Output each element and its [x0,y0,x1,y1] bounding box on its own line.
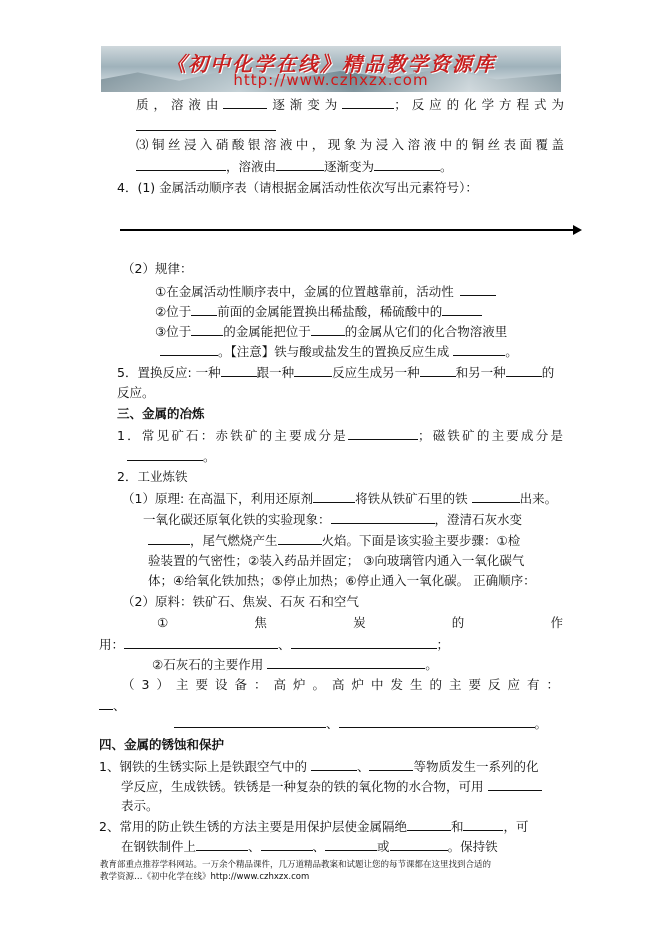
text-line [148,573,536,589]
fill-blank[interactable] [191,323,223,336]
text: ，溶液由 [226,159,277,174]
text: 火焰。下面是该实验主要步骤：①检 [321,533,521,548]
text-line [148,532,520,549]
text: （2）规律： [122,261,193,276]
fill-blank[interactable] [148,532,190,545]
fill-blank[interactable] [276,158,324,171]
fill-blank[interactable] [369,758,413,771]
text: （2）原料：铁矿石、焦炭、石灰 石和空气 [122,594,359,609]
text-line [136,118,276,135]
text-line [155,283,496,300]
text-line [99,697,126,714]
text-line [122,261,192,277]
text-line [117,385,155,401]
fill-blank[interactable] [191,303,217,316]
text-line [136,96,564,113]
fill-blank[interactable] [420,364,456,377]
text: ，澄清石灰水变 [434,512,523,527]
fill-blank[interactable] [278,532,322,545]
text: ②位于 [155,304,192,319]
text: 5．置换反应: 一种 [117,365,221,380]
text: 、 [326,716,339,731]
text-line [99,758,539,775]
text-line [148,553,524,569]
text: 或 [377,839,390,854]
text-line [136,158,453,175]
section-heading [117,406,205,422]
text: 、 [312,839,326,854]
text: 4．(1) 金属活动顺序表（请根据金属活动性依次写出元素符号）： [117,180,478,195]
text: ②石灰石的主要作用 [152,657,264,672]
text-line [117,427,563,444]
text: 学反应，生成铁锈。铁锈是一种复杂的铁的氧化物的水合物，可用 [121,779,484,794]
fill-blank[interactable] [313,490,355,503]
text: 用： [99,637,125,652]
text: ；磁铁矿的主要成分是 [417,428,563,443]
fill-blank[interactable] [374,158,440,171]
fill-blank[interactable] [136,118,276,131]
text: 1．常见矿石：赤铁矿的主要成分是 [117,428,348,443]
fill-blank[interactable] [339,715,535,728]
text: 。 [505,344,518,359]
fill-blank[interactable] [460,283,496,296]
text-line [122,677,559,693]
text-line [122,594,359,610]
text: 2．工业炼铁 [117,469,188,484]
fill-blank[interactable] [348,427,418,440]
text: 、 [356,759,370,774]
text: 将铁从铁矿石里的铁 [355,491,468,506]
arrow-head-icon [573,225,582,235]
text-line [157,615,563,631]
text: ；反应的化学方程式为 [394,97,564,112]
text: ； [436,637,450,652]
text: 2、常用的防止铁生锈的方法主要是用保护层使金属隔绝 [99,819,407,834]
text-line [117,180,478,196]
text: 和另一种 [455,365,506,380]
fill-blank[interactable] [442,303,482,316]
text: 的金属从它们的化合物溶液里 [344,324,508,339]
fill-blank[interactable] [463,818,503,831]
text: 等物质发生一系列的化 [413,759,539,774]
text: 。 [203,449,216,464]
text: 验装置的气密性；②装入药品并固定； ③向玻璃管内通入一氧化碳气 [148,553,525,568]
text: 的 [541,365,555,380]
banner-url[interactable]: http://www.czhxzx.com [233,71,429,89]
fill-blank[interactable] [261,838,313,851]
section-heading [99,737,224,753]
text: 和 [450,819,464,834]
text-line [99,818,529,835]
text: 。【注意】铁与酸或盐发生的置换反应生成 [218,344,450,359]
fill-blank[interactable] [124,636,278,649]
text: 。 [425,657,438,672]
text: ，可 [503,819,529,834]
fill-blank[interactable] [390,838,448,851]
text: 表示。 [121,798,159,813]
footer-line: 教育部重点推荐学科网站。一万余个精品课件，几万道精品教案和试题让您的每节课都在这里找到合适的 [100,860,492,870]
fill-blank[interactable] [331,511,435,524]
text: 、 [248,839,261,854]
fill-blank[interactable] [127,448,203,461]
text-line [152,656,438,673]
fill-blank[interactable] [267,656,425,669]
text: 三、金属的冶炼 [117,406,205,421]
fill-blank[interactable] [488,778,542,791]
text: 作 [550,615,563,630]
text: 。 [534,716,548,731]
text: 四、金属的锈蚀和保护 [99,737,225,752]
fill-blank[interactable] [99,697,113,710]
fill-blank[interactable] [453,343,505,356]
text: 反应。 [117,385,155,400]
fill-blank[interactable] [221,364,257,377]
fill-blank[interactable] [160,343,218,356]
text-line [143,511,522,528]
text-line [136,137,564,153]
activity-series-arrow [120,229,576,231]
fill-blank[interactable] [472,490,520,503]
text-line [174,715,547,732]
footer-line: 教学资源…《初中化学在线》http://www.czhxzx.com [100,872,310,882]
fill-blank[interactable] [223,96,267,109]
text-line [155,303,482,320]
text: 逐渐变为 [324,159,375,174]
text: ③位于 [155,324,192,339]
fill-blank[interactable] [136,158,226,171]
fill-blank[interactable] [342,96,394,109]
text-line [160,343,518,360]
text: 反应生成另一种 [332,365,420,380]
fill-blank[interactable] [291,636,437,649]
fill-blank[interactable] [407,818,451,831]
text: 。 [440,159,453,174]
text: 在钢铁制件上 [121,839,197,854]
text: 前面的金属能置换出稀盐酸，稀硫酸中的 [217,304,443,319]
text: 质，溶液由 [136,97,224,112]
text: 炭 [353,615,366,630]
fill-blank[interactable] [196,838,248,851]
fill-blank[interactable] [325,838,377,851]
text-line [127,448,216,465]
text-line [121,838,498,855]
text: ①在金属活动性顺序表中，金属的位置越靠前，活动性 [155,284,454,299]
text: 、 [113,698,126,713]
text-line [99,636,449,653]
text: 的 [451,615,465,630]
text: 1、钢铁的生锈实际上是铁跟空气中的 [99,759,307,774]
text: 出来。 [519,491,558,506]
text-line [117,469,187,485]
text-line [155,323,507,340]
fill-blank[interactable] [311,323,345,336]
text-line [121,798,159,814]
text: 一氧化碳还原氧化铁的实验现象： [143,512,331,527]
banner-title: 《初中化学在线》精品教学资源库 [166,52,496,76]
text: （3）主要设备：高炉。高炉中发生的主要反应有： [122,677,559,692]
text-line [121,778,542,795]
fill-blank[interactable] [506,364,542,377]
text: 焦 [254,615,267,630]
text: ① [157,615,169,630]
text: 逐渐变为 [267,97,343,112]
fill-blank[interactable] [294,364,332,377]
fill-blank[interactable] [174,715,326,728]
text-line [117,364,554,381]
header-banner [101,46,561,92]
text: ，尾气燃烧产生 [190,533,278,548]
text: 体；④给氧化铁加热；⑤停止加热；⑥停止通入一氧化碳。 正确顺序： [148,573,536,588]
text: （1）原理: 在高温下，利用还原剂 [122,491,314,506]
text: ⑶铜丝浸入硝酸银溶液中，现象为浸入溶液中的铜丝表面覆盖 [136,137,564,152]
text: 跟一种 [256,365,295,380]
text-line [122,490,557,507]
text: 、 [278,637,291,652]
fill-blank[interactable] [311,758,357,771]
text: 的金属能把位于 [223,324,311,339]
text: 。保持铁 [447,839,498,854]
